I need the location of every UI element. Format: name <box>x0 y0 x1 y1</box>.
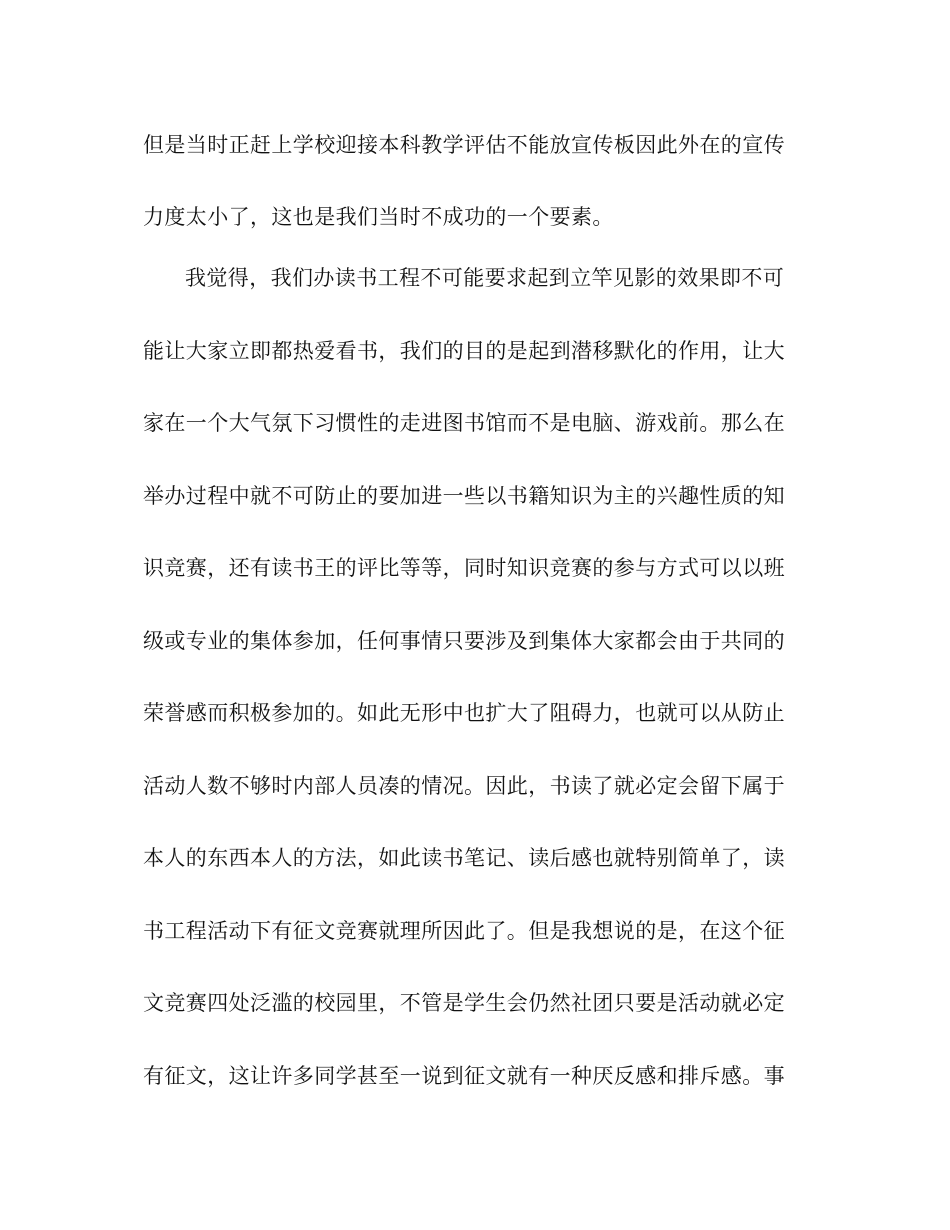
text-line: 级或专业的集体参加，任何事情只要涉及到集体大家都会由于共同的 <box>143 629 785 653</box>
text-line: 有征文，这让许多同学甚至一说到征文就有一种厌反感和排斥感。事 <box>143 1064 785 1088</box>
text-line: 活动人数不够时内部人员凑的情况。因此，书读了就必定会留下属于 <box>143 774 785 798</box>
text-line: 力度太小了，这也是我们当时不成功的一个要素。 <box>143 205 614 229</box>
paragraph-start-line: 我觉得，我们办读书工程不可能要求起到立竿见影的效果即不可 <box>185 266 785 290</box>
text-line: 但是当时正赶上学校迎接本科教学评估不能放宣传板因此外在的宣传 <box>143 133 785 157</box>
text-line: 识竞赛，还有读书王的评比等等，同时知识竞赛的参与方式可以以班 <box>143 556 785 580</box>
text-line: 书工程活动下有征文竞赛就理所因此了。但是我想说的是，在这个征 <box>143 919 785 943</box>
text-line: 文竞赛四处泛滥的校园里，不管是学生会仍然社团只要是活动就必定 <box>143 991 785 1015</box>
text-line: 本人的东西本人的方法，如此读书笔记、读后感也就特别简单了，读 <box>143 846 785 870</box>
text-line: 荣誉感而积极参加的。如此无形中也扩大了阻碍力，也就可以从防止 <box>143 701 785 725</box>
text-line: 举办过程中就不可防止的要加进一些以书籍知识为主的兴趣性质的知 <box>143 484 785 508</box>
text-line: 能让大家立即都热爱看书，我们的目的是起到潜移默化的作用，让大 <box>143 339 785 363</box>
text-line: 家在一个大气氛下习惯性的走进图书馆而不是电脑、游戏前。那么在 <box>143 411 785 435</box>
